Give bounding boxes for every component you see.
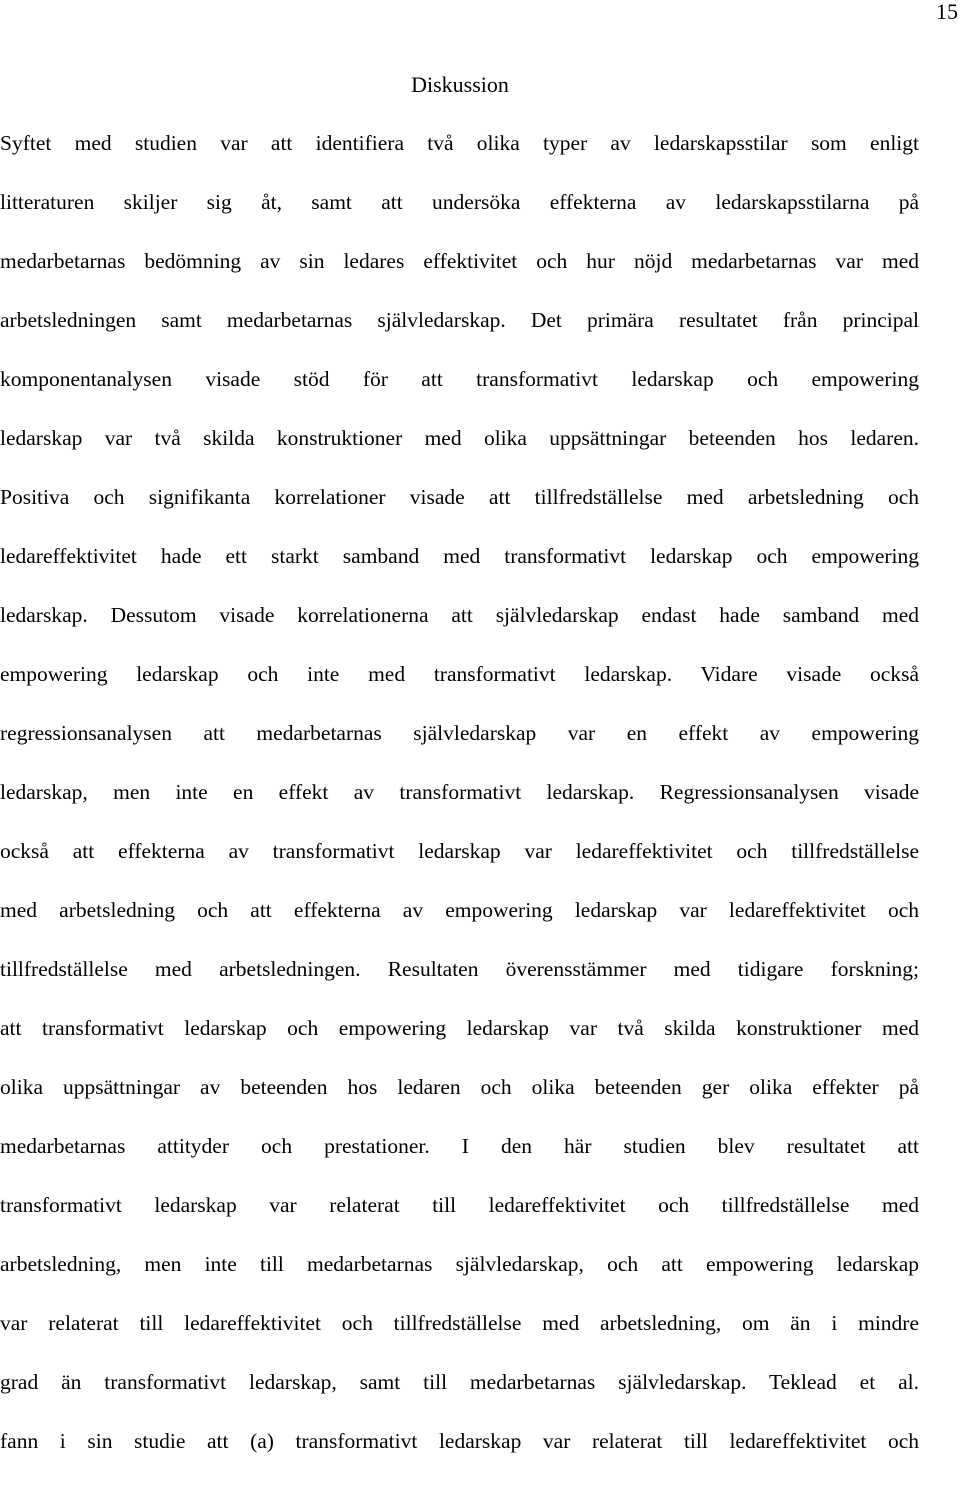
text-line: ledarskap, men inte en effekt av transformativt ledarskap. Regressionsanalysen visade [0, 780, 919, 804]
text-line: grad än transformativt ledarskap, samt till medarbetarnas självledarskap. Teklead et al. [0, 1370, 919, 1394]
text-line: Positiva och signifikanta korrelationer visade att tillfredställelse med arbetsledning och [0, 485, 919, 509]
text-line: komponentanalysen visade stöd för att transformativt ledarskap och empowering [0, 367, 919, 391]
text-line: transformativt ledarskap var relaterat till ledareffektivitet och tillfredställelse med [0, 1193, 919, 1217]
text-line: ledarskap var två skilda konstruktioner med olika uppsättningar beteenden hos ledaren. [0, 426, 919, 450]
text-line: ledarskap. Dessutom visade korrelationerna att självledarskap endast hade samband med [0, 603, 919, 627]
text-line: empowering ledarskap och inte med transformativt ledarskap. Vidare visade också [0, 662, 919, 686]
body-text [0, 130, 919, 1487]
text-line: fann i sin studie att (a) transformativt ledarskap var relaterat till ledareffektivitet och [0, 1429, 919, 1453]
text-line: arbetsledningen samt medarbetarnas självledarskap. Det primära resultatet från principal [0, 308, 919, 332]
text-line: olika uppsättningar av beteenden hos ledaren och olika beteenden ger olika effekter på [0, 1075, 919, 1099]
page-number: 15 [936, 0, 958, 24]
text-line: Syftet med studien var att identifiera två olika typer av ledarskapsstilar som enligt [0, 131, 919, 155]
text-line: också att effekterna av transformativt ledarskap var ledareffektivitet och tillfredställelse [0, 839, 919, 863]
text-line: arbetsledning, men inte till medarbetarnas självledarskap, och att empowering ledarskap [0, 1252, 919, 1276]
text-line: medarbetarnas attityder och prestationer. I den här studien blev resultatet att [0, 1134, 919, 1158]
text-line: regressionsanalysen att medarbetarnas självledarskap var en effekt av empowering [0, 721, 919, 745]
section-heading: Diskussion [411, 72, 509, 97]
text-line: tillfredställelse med arbetsledningen. Resultaten överensstämmer med tidigare forskning; [0, 957, 919, 981]
text-line: medarbetarnas bedömning av sin ledares effektivitet och hur nöjd medarbetarnas var med [0, 249, 919, 273]
text-line: att transformativt ledarskap och empowering ledarskap var två skilda konstruktioner med [0, 1016, 919, 1040]
text-line: ledareffektivitet hade ett starkt samband med transformativt ledarskap och empowering [0, 544, 919, 568]
text-line: med arbetsledning och att effekterna av empowering ledarskap var ledareffektivitet och [0, 898, 919, 922]
text-line: var relaterat till ledareffektivitet och tillfredställelse med arbetsledning, om än i mindre [0, 1311, 919, 1335]
text-line: litteraturen skiljer sig åt, samt att undersöka effekterna av ledarskapsstilarna på [0, 190, 919, 214]
